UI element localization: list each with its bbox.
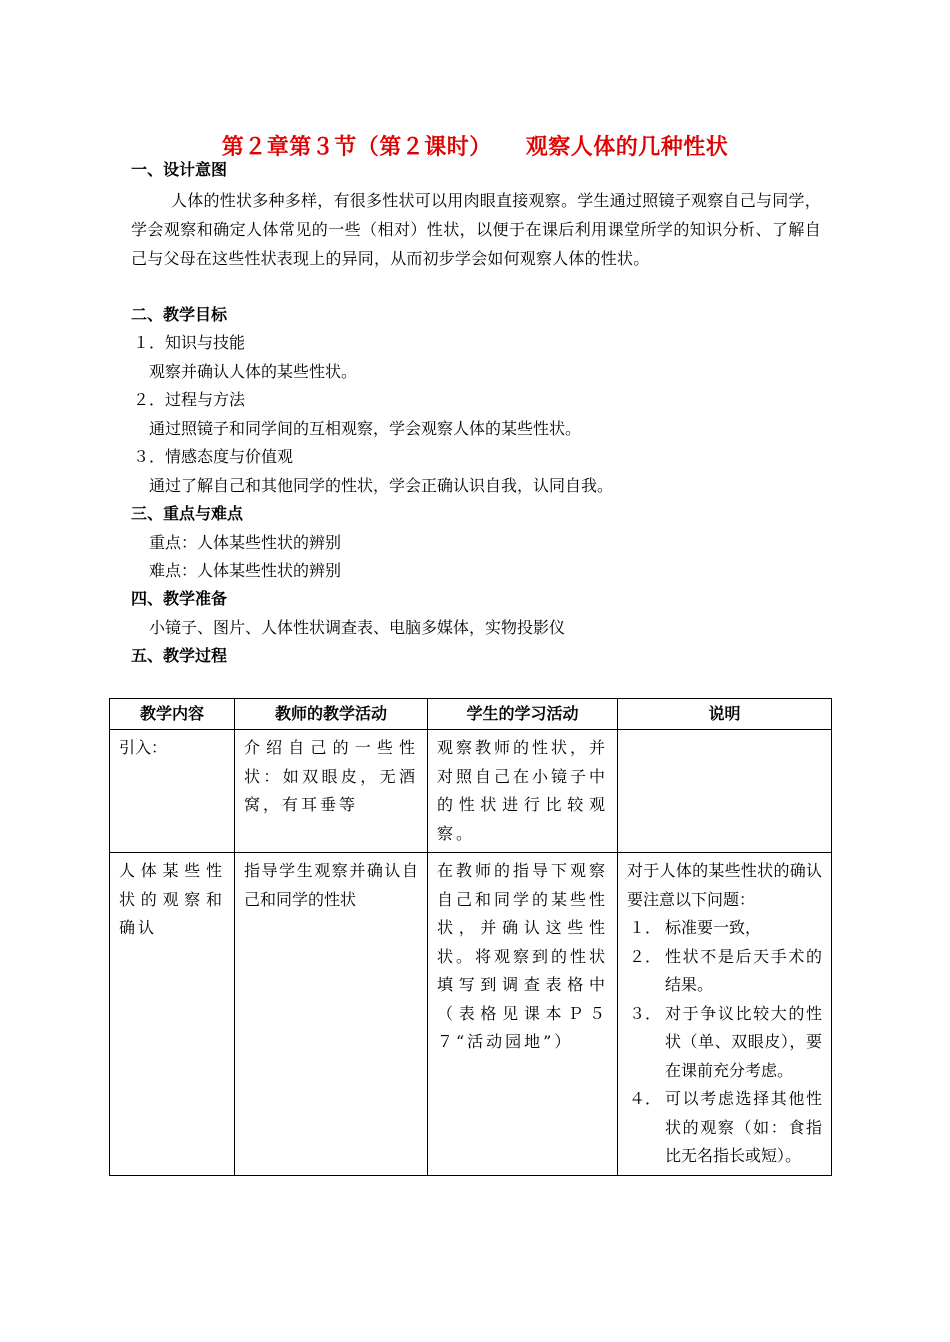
notes-list (627, 914, 822, 1171)
header-notes: 说明 (618, 699, 832, 730)
cell-teacher-activity: 指导学生观察并确认自己和同学的性状 (235, 853, 428, 1176)
goal-1-title: １．知识与技能 (133, 333, 246, 352)
key-point-text: 重点：人体某些性状的辨别 (149, 533, 342, 552)
design-intent-paragraph: 人体的性状多种多样，有很多性状可以用肉眼直接观察。学生通过照镜子观察自己与同学，学会观察和确定人体常见的一些（相对）性状，以便于在课后利用课堂所学的知识分析、了解自己与父母在这些性状表现上的异同，从而初步学会如何观察人体的性状。 (131, 191, 821, 268)
difficulty-text: 难点：人体某些性状的辨别 (149, 561, 342, 580)
header-student-activity: 学生的学习活动 (428, 699, 618, 730)
title-lesson: 第２章第３节（第２课时） (221, 135, 492, 160)
goal-2-text: 通过照镜子和同学间的互相观察，学会观察人体的某些性状。 (149, 419, 582, 438)
heading-teaching-goals: 二、教学目标 (131, 305, 228, 324)
list-item: ３． 对于争议比较大的性状（单、双眼皮），要在课前充分考虑。 (629, 1003, 822, 1080)
cell-student-activity: 观察教师的性状，并对照自己在小镜子中的性状进行比较观察。 (428, 730, 618, 853)
cell-content: 人体某些性状的观察和确认 (110, 853, 235, 1176)
teaching-process-table (109, 698, 832, 1176)
goal-3-title: ３．情感态度与价值观 (133, 447, 294, 466)
list-item: １． 标准要一致， (629, 918, 762, 937)
goal-1-text: 观察并确认人体的某些性状。 (149, 362, 358, 381)
header-content: 教学内容 (110, 699, 235, 730)
list-item: ２． 性状不是后天手术的结果。 (629, 946, 822, 994)
heading-design-intent: 一、设计意图 (131, 160, 228, 179)
cell-content: 引入： (110, 730, 235, 853)
cell-notes (618, 730, 832, 853)
table-row (110, 853, 832, 1176)
heading-preparation: 四、教学准备 (131, 589, 228, 608)
preparation-text: 小镜子、图片、人体性状调查表、电脑多媒体，实物投影仪 (149, 618, 566, 637)
list-item: ４． 可以考虑选择其他性状的观察（如：食指比无名指长或短）。 (629, 1089, 822, 1165)
cell-student-activity: 在教师的指导下观察自己和同学的某些性状，并确认这些性状。将观察到的性状填写到调查表格中（表格见课本Ｐ５７“活动园地”） (428, 853, 618, 1176)
table-header-row (110, 699, 832, 730)
goal-3-text: 通过了解自己和其他同学的性状，学会正确认识自我，认同自我。 (149, 476, 614, 495)
document-title (0, 130, 950, 161)
heading-teaching-process: 五、教学过程 (131, 646, 228, 665)
heading-key-points: 三、重点与难点 (131, 504, 244, 523)
goal-2-title: ２．过程与方法 (133, 390, 246, 409)
notes-intro: 对于人体的某些性状的确认要注意以下问题： (627, 861, 822, 909)
header-teacher-activity: 教师的教学活动 (235, 699, 428, 730)
cell-teacher-activity: 介绍自己的一些性状：如双眼皮，无酒窝，有耳垂等 (235, 730, 428, 853)
title-topic: 观察人体的几种性状 (525, 135, 729, 160)
table-row (110, 730, 832, 853)
cell-notes (618, 853, 832, 1176)
